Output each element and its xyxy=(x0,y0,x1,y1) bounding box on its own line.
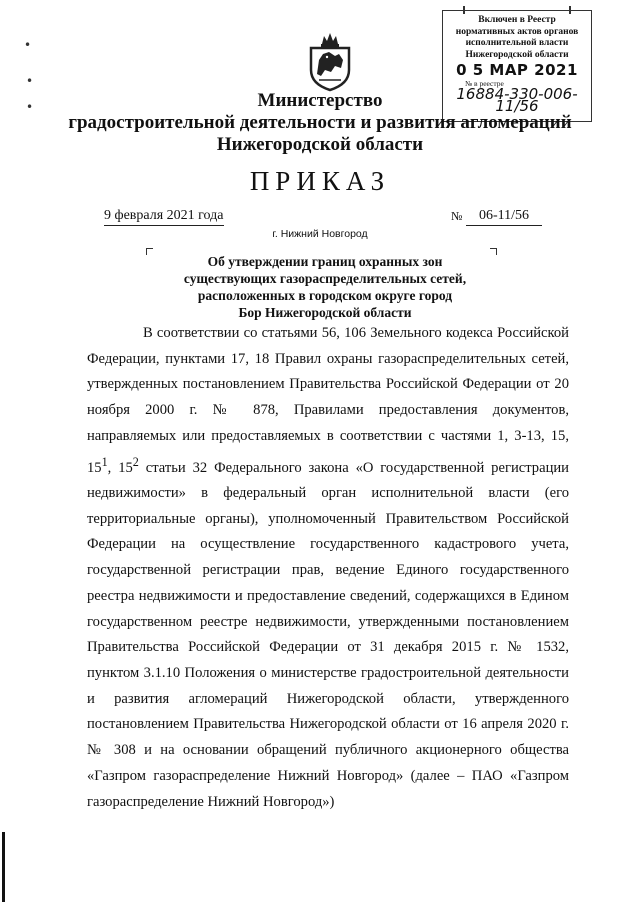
document-type: ПРИКАЗ xyxy=(249,166,391,196)
stamp-tick xyxy=(463,6,465,14)
document-number: 06-11/56 xyxy=(466,208,542,226)
document-city: г. Нижний Новгород xyxy=(272,228,368,240)
title-line: Об утверждении границ охранных зон xyxy=(207,254,443,269)
stamp-header-line: нормативных актов органов xyxy=(455,26,579,37)
title-line: Бор Нижегородской области xyxy=(238,305,412,320)
superscript: 2 xyxy=(132,454,139,469)
body-text: статьи 32 Федерального закона «О государственной регистрации недвижимости» в федеральный орган исполнительной власти (его территориальные органы), уполномоченный Правительством Российской Федерации на осуществление государственного кадастрового учета, государственной регистрации прав, ведение Единого государственного реестра недвижимости и предоставление сведений, содержащихся в Едином государственном реестре недвижимости, утвержденными постановлением Правительства Российской Федерации от 31 декабря 2015 г. № 1532, пунктом 3.1.10 Положения о министерстве градостроительной деятельности и развития агломераций Нижегородской области, утвержденного постановлением Правительства Нижегородской области от 16 апреля 2020 г. № 308 и на основании обращений публичного акционерного общества «Газпром газораспределение Нижний Новгород» (далее – ПАО «Газпром газораспределение Нижний Новгород») xyxy=(87,459,569,810)
stamp-reg-label: № в реестре xyxy=(465,78,504,88)
ministry-name-line2: градостроительной деятельности и развития агломераций xyxy=(68,112,572,133)
body-text: В соответствии со статьями 56, 106 Земельного кодекса Российской Федерации, пунктами 17, 18 Правил охраны газораспределительных сетей, утвержденных постановлением Правительства Российской Федерации от 20 ноября 2000 г. № 878, Правилами предоставления документов, направляемых или предоставляемых в соответствии с частями 1, 3-13, 15, 15 xyxy=(87,325,569,476)
stamp-reg-number: 16884-330-006-11/56 xyxy=(456,85,578,115)
scan-mark: • xyxy=(26,74,34,88)
title-line: существующих газораспределительных сетей, xyxy=(183,271,467,286)
superscript: 1 xyxy=(101,454,108,469)
stamp-header-line: исполнительной власти xyxy=(465,38,569,48)
stamp-header xyxy=(443,15,591,61)
coat-of-arms-icon xyxy=(305,30,355,92)
scan-edge-mark xyxy=(2,832,5,902)
ministry-name-line3: Нижегородской области xyxy=(216,134,424,155)
body-paragraph xyxy=(87,321,569,815)
document-number-label: № xyxy=(451,209,463,223)
scan-mark: • xyxy=(26,100,34,114)
stamp-date: 0 5 МАР 2021 xyxy=(456,61,578,79)
stamp-header-line: Включен в Реестр xyxy=(478,15,556,25)
stamp-header-line: Нижегородской области xyxy=(465,49,569,60)
scan-mark: • xyxy=(24,38,32,52)
title-line: расположенных в городском округе город xyxy=(197,288,453,303)
ministry-name-line1: Министерство xyxy=(257,90,383,111)
stamp-tick xyxy=(569,6,571,14)
body-text: , 15 xyxy=(107,459,133,476)
document-date: 9 февраля 2021 года xyxy=(104,208,224,226)
document-title xyxy=(140,253,510,321)
